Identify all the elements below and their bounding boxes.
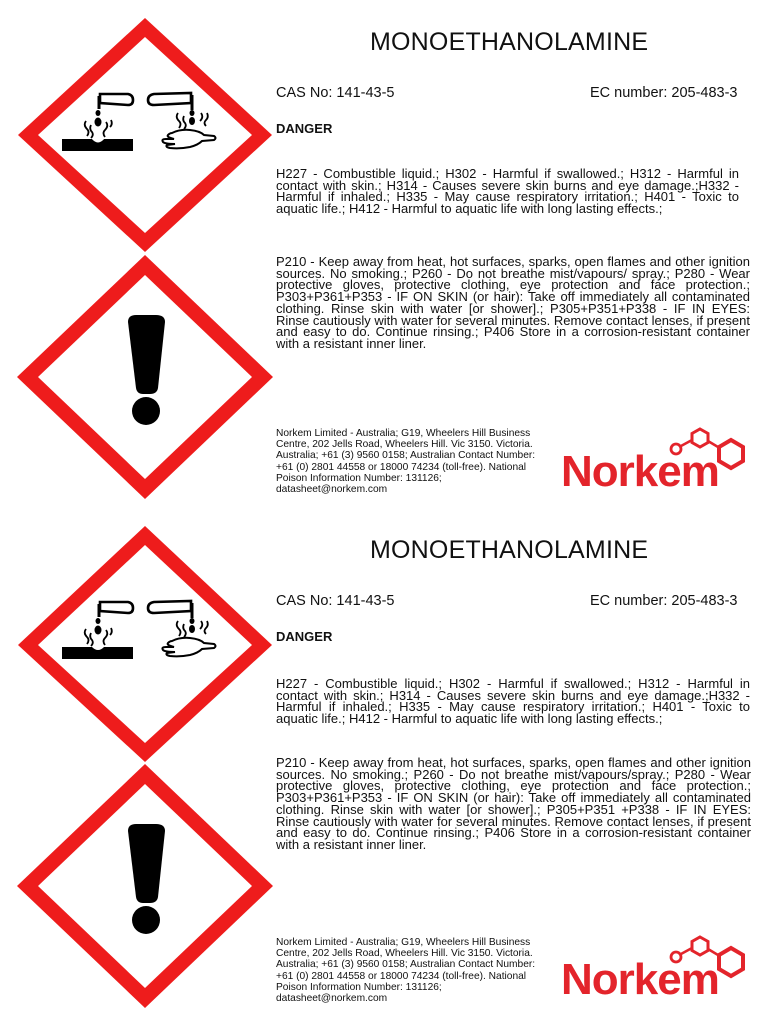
product-name: MONOETHANOLAMINE bbox=[370, 536, 649, 564]
logo-wordmark: Norkem bbox=[561, 955, 719, 1004]
hazard-statements: H227 - Combustible liquid.; H302 - Harmful if swallowed.; H312 - Harmful in contact with skin.; H314 - Causes severe skin burns and eye damage.;H332 - Harmful if inhaled.; H335 - May cause respiratory irritation.; H401 - Toxic to aquatic life.; H412 - Harmful to aquatic life with long lasting effects.; bbox=[276, 676, 750, 726]
signal-word: DANGER bbox=[276, 629, 333, 644]
corrosion-icon bbox=[18, 526, 272, 762]
norkem-logo bbox=[558, 933, 758, 1008]
hazard-statements: H227 - Combustible liquid.; H302 - Harmful if swallowed.; H312 - Harmful in contact with skin.; H314 - Causes severe skin burns and eye damage.;H332 - Harmful if inhaled.; H335 - May cause respiratory irritation.; H401 - Toxic to aquatic life.; H412 - Harmful to aquatic life with long lasting effects.; bbox=[276, 166, 739, 216]
ec-number: EC number: 205-483-3 bbox=[590, 85, 738, 101]
norkem-logo bbox=[558, 425, 758, 500]
cas-number: CAS No: 141-43-5 bbox=[276, 593, 395, 609]
chemical-label-1 bbox=[0, 0, 768, 508]
precautionary-statements: P210 - Keep away from heat, hot surfaces, sparks, open flames and other ignition sources. No smoking.; P260 - Do not breathe mist/vapours/ spray.; P280 - Wear protective gloves, protective clothing, eye protection and face protection.; P303+P361+P353 - IF ON SKIN (or hair): Take off immediately all contaminated clothing. Rinse skin with water [or shower].; P305+P351+P338 - IF IN EYES: Rinse cautiously with water for several minutes. Remove contact lenses, if present and easy to do. Continue rinsing.; P406 Store in a corrosion-resistant container with a resistant inner liner. bbox=[276, 254, 750, 351]
exclamation-mark-icon bbox=[17, 764, 273, 1008]
ghs-pictograms bbox=[0, 0, 280, 508]
supplier-info: Norkem Limited - Australia; G19, Wheelers Hill Business Centre, 202 Jells Road, Wheelers Hill. Vic 3150. Victoria. Australia; +61 (3) 9560 0158; Australian Contact Number: +61 (0) 2801 44558 or 18000 74234 (toll-free). National Poison Information Number: 131126; datasheet@norkem.com bbox=[276, 428, 536, 496]
supplier-info: Norkem Limited - Australia; G19, Wheelers Hill Business Centre, 202 Jells Road, Wheelers Hill. Vic 3150. Victoria. Australia; +61 (3) 9560 0158; Australian Contact Number: +61 (0) 2801 44558 or 18000 74234 (toll-free). National Poison Information Number: 131126; datasheet@norkem.com bbox=[276, 937, 536, 1005]
corrosion-icon bbox=[18, 18, 272, 252]
precautionary-statements: P210 - Keep away from heat, hot surfaces, sparks, open flames and other ignition sources. No smoking.; P260 - Do not breathe mist/vapours/spray.; P280 - Wear protective gloves, protective clothing, eye protection and face protection.; P303+P361+P353 - IF ON SKIN (or hair): Take off immediately all contaminated clothing. Rinse skin with water [or shower].; P305+P351 +P338 - IF IN EYES: Rinse cautiously with water for several minutes. Remove contact lenses, if present and easy to do. Continue rinsing.; P406 Store in a corrosion-resistant container with a resistant inner liner. bbox=[276, 755, 751, 852]
cas-number: CAS No: 141-43-5 bbox=[276, 85, 395, 101]
ghs-pictograms bbox=[0, 508, 280, 1024]
product-name: MONOETHANOLAMINE bbox=[370, 28, 649, 56]
exclamation-mark-icon bbox=[17, 255, 273, 499]
ec-number: EC number: 205-483-3 bbox=[590, 593, 738, 609]
logo-wordmark: Norkem bbox=[561, 447, 719, 496]
signal-word: DANGER bbox=[276, 121, 333, 136]
chemical-label-2 bbox=[0, 508, 768, 1016]
